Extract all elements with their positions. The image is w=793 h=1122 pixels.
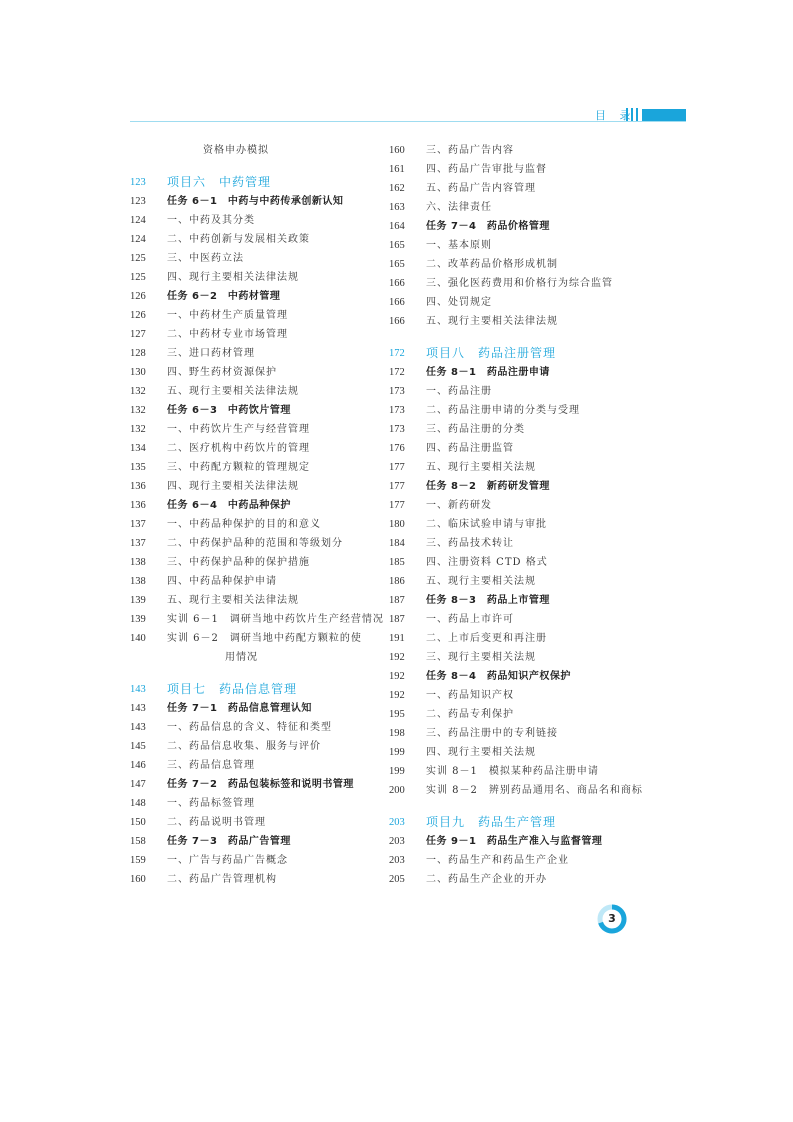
toc-entry-title: 任务 6－3 中药饮片管理 bbox=[167, 405, 291, 416]
toc-entry-title: 四、现行主要相关法律法规 bbox=[167, 481, 299, 492]
toc-entry-title: 二、药品信息收集、服务与评价 bbox=[167, 741, 321, 752]
toc-page-number: 192 bbox=[389, 652, 405, 663]
toc-entry-title: 一、基本原则 bbox=[426, 240, 492, 251]
toc-entry-title: 一、药品标签管理 bbox=[167, 798, 255, 809]
toc-page-number: 143 bbox=[130, 703, 146, 714]
toc-entry-title: 四、中药品种保护申请 bbox=[167, 576, 277, 587]
toc-entry-title: 二、上市后变更和再注册 bbox=[426, 633, 547, 644]
toc-entry-title: 五、现行主要相关法律法规 bbox=[426, 316, 558, 327]
toc-page-number: 137 bbox=[130, 538, 146, 549]
toc-entry-title: 一、中药材生产质量管理 bbox=[167, 310, 288, 321]
toc-page-number: 139 bbox=[130, 614, 146, 625]
toc-entry-title: 三、进口药材管理 bbox=[167, 348, 255, 359]
toc-page-number: 148 bbox=[130, 798, 146, 809]
toc-entry-title: 二、医疗机构中药饮片的管理 bbox=[167, 443, 310, 454]
toc-page-number: 172 bbox=[389, 367, 405, 378]
toc-entry-title: 一、药品生产和药品生产企业 bbox=[426, 855, 569, 866]
toc-entry-title: 资格申办模拟 bbox=[203, 145, 269, 156]
toc-page-number: 203 bbox=[389, 817, 405, 828]
toc-page-number: 140 bbox=[130, 633, 146, 644]
toc-entry-title: 一、新药研发 bbox=[426, 500, 492, 511]
toc-entry-title: 二、中药材专业市场管理 bbox=[167, 329, 288, 340]
toc-entry-title: 二、临床试验申请与审批 bbox=[426, 519, 547, 530]
toc-page-number: 138 bbox=[130, 576, 146, 587]
toc-page-number: 125 bbox=[130, 253, 146, 264]
toc-page-number: 145 bbox=[130, 741, 146, 752]
toc-entry-title: 任务 6－4 中药品种保护 bbox=[167, 500, 291, 511]
page-number: 3 bbox=[608, 912, 616, 925]
toc-page-number: 172 bbox=[389, 348, 405, 359]
toc-entry-title: 二、药品说明书管理 bbox=[167, 817, 266, 828]
toc-entry-title: 三、中药配方颗粒的管理规定 bbox=[167, 462, 310, 473]
toc-entry-title: 三、药品注册的分类 bbox=[426, 424, 525, 435]
toc-page-number: 128 bbox=[130, 348, 146, 359]
toc-entry-title: 任务 6－2 中药材管理 bbox=[167, 291, 281, 302]
toc-page-number: 143 bbox=[130, 722, 146, 733]
toc-entry-title: 五、现行主要相关法律法规 bbox=[167, 386, 299, 397]
toc-page-number: 159 bbox=[130, 855, 146, 866]
toc-page-number: 161 bbox=[389, 164, 405, 175]
toc-page-number: 184 bbox=[389, 538, 405, 549]
toc-page-number: 135 bbox=[130, 462, 146, 473]
toc-entry-title: 三、现行主要相关法规 bbox=[426, 652, 536, 663]
header-tab bbox=[642, 109, 686, 121]
toc-entry-title: 任务 8－4 药品知识产权保护 bbox=[426, 671, 571, 682]
toc-entry-title: 实训 6－1 调研当地中药饮片生产经营情况 bbox=[167, 614, 384, 625]
toc-page-number: 139 bbox=[130, 595, 146, 606]
toc-entry-title: 任务 7－4 药品价格管理 bbox=[426, 221, 550, 232]
toc-entry-title: 四、药品注册监管 bbox=[426, 443, 514, 454]
toc-page-number: 176 bbox=[389, 443, 405, 454]
toc-entry-title: 一、药品信息的含义、特征和类型 bbox=[167, 722, 332, 733]
toc-page-number: 192 bbox=[389, 671, 405, 682]
toc-entry-title: 二、中药保护品种的范围和等级划分 bbox=[167, 538, 343, 549]
toc-entry-title: 四、药品广告审批与监督 bbox=[426, 164, 547, 175]
toc-page-number: 146 bbox=[130, 760, 146, 771]
toc-page-number: 158 bbox=[130, 836, 146, 847]
toc-page-number: 177 bbox=[389, 500, 405, 511]
toc-page-number: 124 bbox=[130, 234, 146, 245]
toc-page-number: 177 bbox=[389, 481, 405, 492]
toc-entry-title: 实训 8－1 模拟某种药品注册申请 bbox=[426, 766, 599, 777]
toc-entry-title: 一、药品上市许可 bbox=[426, 614, 514, 625]
toc-page-number: 187 bbox=[389, 614, 405, 625]
toc-entry-title: 四、野生药材资源保护 bbox=[167, 367, 277, 378]
toc-entry-title: 任务 7－1 药品信息管理认知 bbox=[167, 703, 312, 714]
toc-page-number: 160 bbox=[389, 145, 405, 156]
toc-entry-title: 三、药品信息管理 bbox=[167, 760, 255, 771]
toc-entry-title: 五、现行主要相关法规 bbox=[426, 462, 536, 473]
toc-page-number: 125 bbox=[130, 272, 146, 283]
toc-page-number: 143 bbox=[130, 684, 146, 695]
toc-entry-title: 一、药品知识产权 bbox=[426, 690, 514, 701]
toc-entry-title: 二、药品注册申请的分类与受理 bbox=[426, 405, 580, 416]
toc-page-number: 134 bbox=[130, 443, 146, 454]
toc-entry-title: 三、中药保护品种的保护措施 bbox=[167, 557, 310, 568]
toc-entry-title: 二、药品专利保护 bbox=[426, 709, 514, 720]
toc-page-number: 195 bbox=[389, 709, 405, 720]
toc-page-number: 162 bbox=[389, 183, 405, 194]
toc-entry-title: 一、药品注册 bbox=[426, 386, 492, 397]
toc-entry-title: 用情况 bbox=[225, 652, 258, 663]
toc-entry-title: 六、法律责任 bbox=[426, 202, 492, 213]
toc-page-number: 132 bbox=[130, 386, 146, 397]
toc-page-number: 127 bbox=[130, 329, 146, 340]
toc-entry-title: 任务 8－1 药品注册申请 bbox=[426, 367, 550, 378]
toc-page-number: 180 bbox=[389, 519, 405, 530]
toc-page-number: 123 bbox=[130, 177, 146, 188]
toc-page-number: 186 bbox=[389, 576, 405, 587]
toc-page-number: 173 bbox=[389, 424, 405, 435]
toc-page-number: 126 bbox=[130, 310, 146, 321]
toc-entry-title: 项目六 中药管理 bbox=[167, 175, 272, 189]
toc-page-number: 123 bbox=[130, 196, 146, 207]
toc-entry-title: 任务 8－3 药品上市管理 bbox=[426, 595, 550, 606]
toc-page-number: 173 bbox=[389, 386, 405, 397]
toc-entry-title: 任务 9－1 药品生产准入与监督管理 bbox=[426, 836, 603, 847]
toc-page-number: 177 bbox=[389, 462, 405, 473]
toc-entry-title: 四、处罚规定 bbox=[426, 297, 492, 308]
toc-entry-title: 一、中药及其分类 bbox=[167, 215, 255, 226]
toc-page-number: 199 bbox=[389, 766, 405, 777]
toc-entry-title: 一、中药饮片生产与经营管理 bbox=[167, 424, 310, 435]
toc-page-number: 136 bbox=[130, 500, 146, 511]
toc-page-number: 187 bbox=[389, 595, 405, 606]
toc-page-number: 138 bbox=[130, 557, 146, 568]
toc-page-number: 160 bbox=[130, 874, 146, 885]
toc-page-number: 205 bbox=[389, 874, 405, 885]
toc-page-number: 124 bbox=[130, 215, 146, 226]
toc-page-number: 199 bbox=[389, 747, 405, 758]
toc-page-number: 191 bbox=[389, 633, 405, 644]
toc-entry-title: 任务 7－3 药品广告管理 bbox=[167, 836, 291, 847]
toc-entry-title: 三、药品技术转让 bbox=[426, 538, 514, 549]
toc-page-number: 185 bbox=[389, 557, 405, 568]
toc-entry-title: 二、中药创新与发展相关政策 bbox=[167, 234, 310, 245]
header-label: 目 录 bbox=[595, 109, 636, 122]
toc-page-number: 200 bbox=[389, 785, 405, 796]
toc-entry-title: 二、药品广告管理机构 bbox=[167, 874, 277, 885]
toc-entry-title: 五、现行主要相关法规 bbox=[426, 576, 536, 587]
toc-page-number: 203 bbox=[389, 836, 405, 847]
toc-page-number: 173 bbox=[389, 405, 405, 416]
toc-page-number: 165 bbox=[389, 240, 405, 251]
toc-entry-title: 三、药品注册中的专利链接 bbox=[426, 728, 558, 739]
toc-entry-title: 任务 6－1 中药与中药传承创新认知 bbox=[167, 196, 344, 207]
toc-page-number: 166 bbox=[389, 316, 405, 327]
toc-page-number: 132 bbox=[130, 405, 146, 416]
toc-entry-title: 三、中医药立法 bbox=[167, 253, 244, 264]
toc-page-number: 166 bbox=[389, 297, 405, 308]
toc-entry-title: 四、现行主要相关法规 bbox=[426, 747, 536, 758]
toc-page-number: 147 bbox=[130, 779, 146, 790]
toc-entry-title: 四、注册资料 CTD 格式 bbox=[426, 557, 548, 568]
toc-page-number: 132 bbox=[130, 424, 146, 435]
toc-entry-title: 二、药品生产企业的开办 bbox=[426, 874, 547, 885]
toc-entry-title: 五、现行主要相关法律法规 bbox=[167, 595, 299, 606]
toc-entry-title: 一、中药品种保护的目的和意义 bbox=[167, 519, 321, 530]
toc-entry-title: 五、药品广告内容管理 bbox=[426, 183, 536, 194]
toc-page-number: 126 bbox=[130, 291, 146, 302]
toc-entry-title: 三、强化医药费用和价格行为综合监管 bbox=[426, 278, 613, 289]
toc-page-number: 136 bbox=[130, 481, 146, 492]
toc-page-number: 203 bbox=[389, 855, 405, 866]
toc-entry-title: 三、药品广告内容 bbox=[426, 145, 514, 156]
toc-entry-title: 项目八 药品注册管理 bbox=[426, 346, 557, 360]
toc-page-number: 192 bbox=[389, 690, 405, 701]
toc-entry-title: 项目九 药品生产管理 bbox=[426, 815, 557, 829]
toc-page-number: 198 bbox=[389, 728, 405, 739]
toc-entry-title: 四、现行主要相关法律法规 bbox=[167, 272, 299, 283]
toc-entry-title: 实训 6－2 调研当地中药配方颗粒的使 bbox=[167, 633, 362, 644]
toc-page-number: 150 bbox=[130, 817, 146, 828]
toc-page-number: 165 bbox=[389, 259, 405, 270]
toc-page-number: 137 bbox=[130, 519, 146, 530]
toc-page-number: 166 bbox=[389, 278, 405, 289]
toc-entry-title: 实训 8－2 辨别药品通用名、商品名和商标 bbox=[426, 785, 643, 796]
toc-entry-title: 二、改革药品价格形成机制 bbox=[426, 259, 558, 270]
toc-entry-title: 一、广告与药品广告概念 bbox=[167, 855, 288, 866]
toc-page-number: 164 bbox=[389, 221, 405, 232]
toc-page-number: 163 bbox=[389, 202, 405, 213]
toc-entry-title: 任务 7－2 药品包装标签和说明书管理 bbox=[167, 779, 354, 790]
toc-page-number: 130 bbox=[130, 367, 146, 378]
toc-entry-title: 项目七 药品信息管理 bbox=[167, 682, 298, 696]
toc-entry-title: 任务 8－2 新药研发管理 bbox=[426, 481, 550, 492]
